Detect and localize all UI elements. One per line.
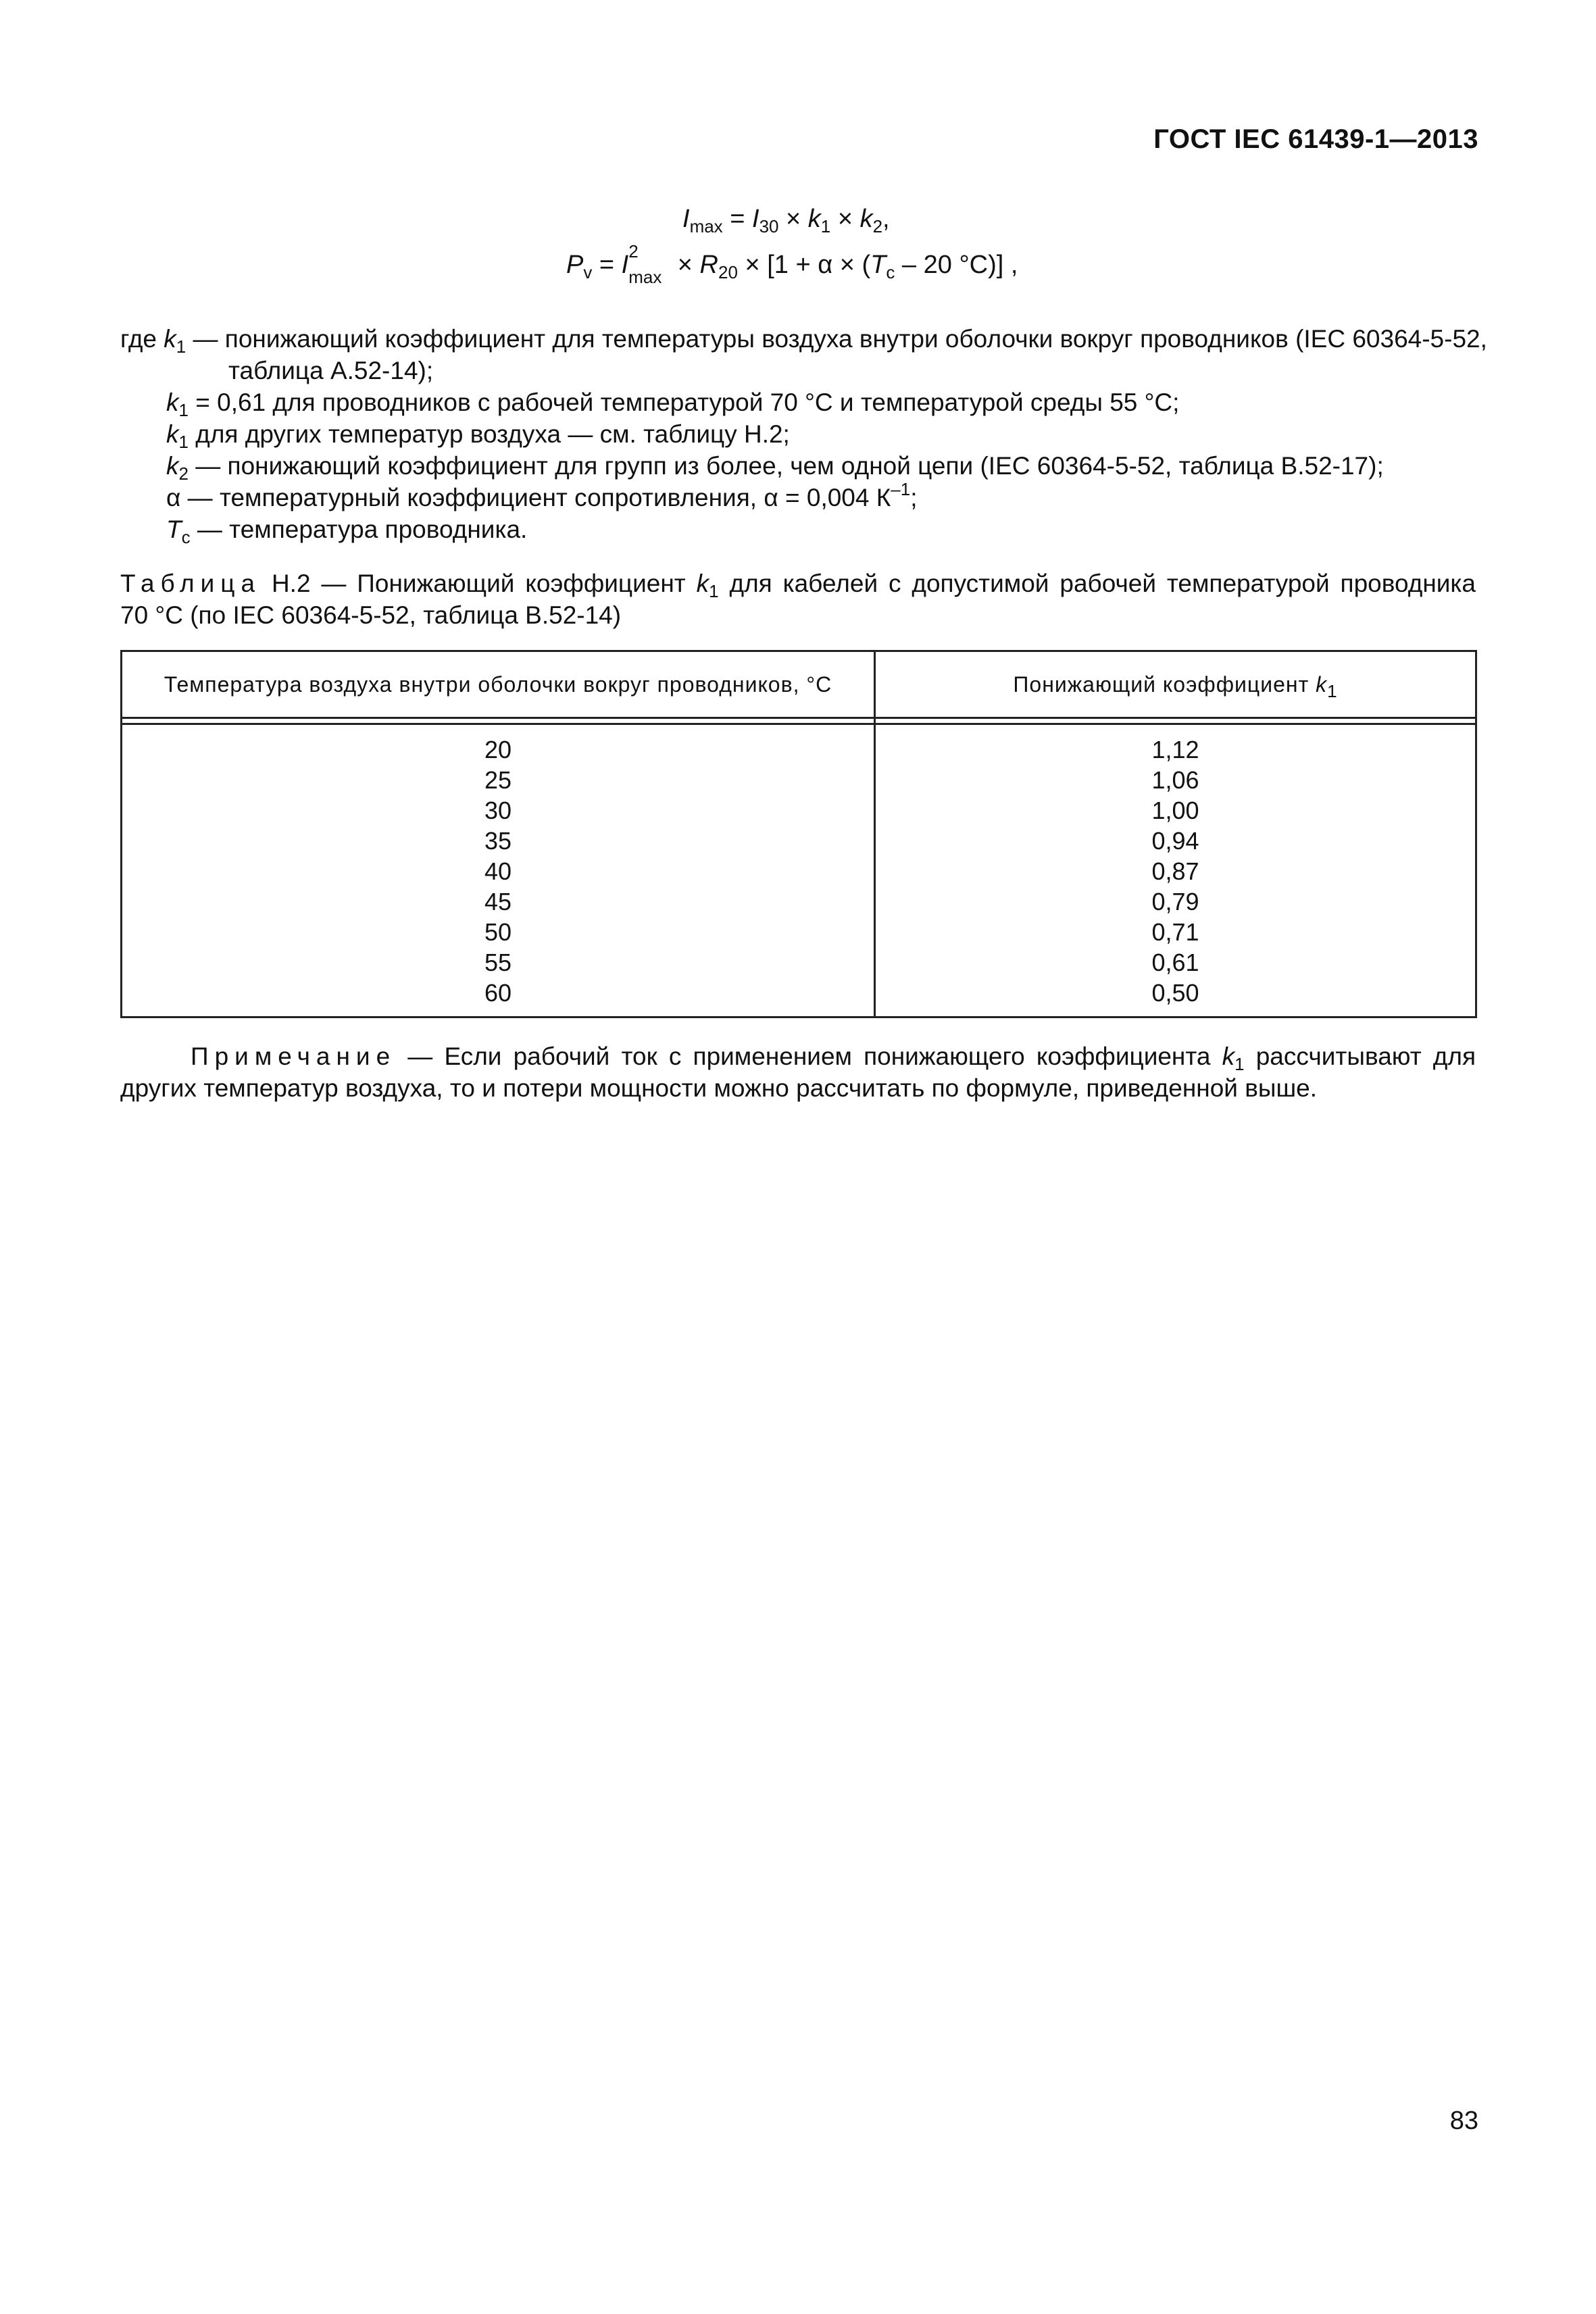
definition-symbol: k (166, 388, 179, 416)
formula-operator: × (670, 251, 700, 279)
definition-text: = 0,61 для проводников с рабочей температурой 70 °С и температурой среды 55 °С; (188, 388, 1180, 416)
table-row (122, 795, 1476, 826)
formula-punct: , (882, 205, 890, 233)
table-row (122, 947, 1476, 978)
definition-symbol: k (164, 325, 176, 353)
formula-symbol: R (699, 251, 718, 279)
definition-text: таблица А.52-14); (228, 357, 434, 384)
derating-factor-table (120, 650, 1477, 1018)
definition-subscript: 1 (176, 336, 186, 357)
formula-symbol: P (566, 251, 584, 279)
formula-symbol: T (870, 251, 887, 279)
definition-symbol: k (166, 452, 179, 480)
definition-subscript: 2 (178, 463, 189, 484)
formula-subscript: 20 (718, 262, 738, 282)
definition-text: — понижающий коэффициент для температуры воздуха внутри оболочки вокруг проводников (IEC 60364-5-52, (186, 325, 1487, 353)
temperature-cell: 60 (122, 978, 875, 1017)
column-header-temperature: Температура воздуха внутри оболочки вокруг проводников, °С (122, 651, 875, 718)
definition-text: — понижающий коэффициент для групп из более, чем одной цепи (IEC 60364-5-52, таблица В.52-17); (188, 452, 1384, 480)
definition-text: для других температур воздуха — см. таблицу Н.2; (188, 420, 790, 448)
definition-subscript: 1 (178, 432, 189, 452)
coefficient-cell: 0,61 (875, 947, 1476, 978)
temperature-cell: 55 (122, 947, 875, 978)
formula-operator: = (722, 205, 752, 233)
coefficient-cell: 1,06 (875, 765, 1476, 795)
coefficient-cell: 0,87 (875, 856, 1476, 886)
formula-subscript: 1 (820, 216, 831, 236)
formula-subscript: max (628, 267, 662, 287)
note-label: Примечание (191, 1042, 397, 1070)
temperature-cell: 20 (122, 724, 875, 765)
formula-subscript: 30 (759, 216, 779, 236)
formula-subscript: 2 (872, 216, 883, 236)
definition-line (120, 450, 1476, 482)
definition-prefix: где (120, 325, 164, 353)
formula-subscript: max (689, 216, 723, 236)
table-row (122, 886, 1476, 917)
note-line (120, 1040, 1476, 1072)
formula-tail: – 20 °C)] , (895, 251, 1018, 279)
definition-text: — температура проводника. (190, 515, 528, 543)
definition-subscript: c (181, 527, 191, 547)
definition-line (120, 323, 1487, 357)
formula-pv (566, 241, 1018, 287)
formula-symbol: k (859, 205, 873, 233)
caption-label: Таблица (120, 570, 261, 597)
formula-operator: = (592, 251, 622, 279)
note-subscript: 1 (1235, 1054, 1245, 1074)
note-text: рассчитывают для (1244, 1042, 1476, 1070)
formula-superscript: 2 (628, 241, 639, 261)
note-symbol: k (1222, 1042, 1235, 1070)
table-row (122, 917, 1476, 947)
definition-line (120, 386, 1476, 418)
separator-cell (122, 718, 875, 724)
definition-line (120, 513, 1476, 545)
caption-text: Н.2 — Понижающий коэффициент (261, 570, 697, 597)
document-code-header: ГОСТ IEC 61439-1—2013 (1153, 124, 1478, 154)
formula-symbol: I (752, 205, 759, 233)
formula-symbol: I (682, 205, 690, 233)
formula-symbol: k (807, 205, 821, 233)
table-row (122, 724, 1476, 765)
formula-subscript: c (886, 262, 895, 282)
caption-symbol: k (696, 570, 709, 597)
coefficient-cell: 1,00 (875, 795, 1476, 826)
temperature-cell: 50 (122, 917, 875, 947)
coefficient-cell: 0,50 (875, 978, 1476, 1017)
coefficient-cell: 1,12 (875, 724, 1476, 765)
page-number: 83 (1449, 2107, 1478, 2135)
note-line (120, 1072, 1476, 1104)
temperature-cell: 25 (122, 765, 875, 795)
note-text: других температур воздуха, то и потери мощности можно рассчитать по формуле, приведенной выше. (120, 1074, 1318, 1102)
formula-supsub (628, 241, 670, 287)
formula-symbol: I (621, 251, 629, 279)
table-header-row (122, 651, 1476, 718)
formula-subscript: v (583, 262, 593, 282)
definition-subscript: 1 (178, 400, 189, 420)
definition-symbol: T (166, 515, 182, 543)
caption-text: 70 °С (по IEC 60364-5-52, таблица В.52-14) (120, 601, 622, 629)
column-header-coefficient (875, 651, 1476, 718)
table-row (122, 826, 1476, 856)
definition-line (120, 479, 1476, 513)
definition-text: α — температурный коэффициент сопротивления, α = 0,004 К (166, 484, 891, 511)
separator-cell (875, 718, 1476, 724)
column-header-symbol: k (1316, 672, 1328, 697)
formula-operator: × (778, 205, 808, 233)
definition-line (120, 418, 1476, 450)
coefficient-cell: 0,79 (875, 886, 1476, 917)
table-note (120, 1040, 1476, 1104)
temperature-cell: 30 (122, 795, 875, 826)
temperature-cell: 35 (122, 826, 875, 856)
header-separator (122, 718, 1476, 724)
definition-symbol: k (166, 420, 179, 448)
formula-operator: × [1 + α × ( (737, 251, 871, 279)
caption-subscript: 1 (709, 581, 719, 601)
temperature-cell: 40 (122, 856, 875, 886)
definition-superscript: –1 (891, 479, 911, 499)
formula-imax (682, 204, 890, 234)
temperature-cell: 45 (122, 886, 875, 917)
caption-line (120, 599, 1476, 631)
table-row (122, 856, 1476, 886)
column-header-subscript: 1 (1327, 681, 1338, 701)
formula-operator: × (830, 205, 860, 233)
column-header-text: Понижающий коэффициент (1013, 672, 1316, 697)
definition-line (120, 355, 1476, 386)
caption-line (120, 568, 1476, 599)
caption-text: для кабелей с допустимой рабочей температурой проводника (718, 570, 1476, 597)
coefficient-cell: 0,94 (875, 826, 1476, 856)
definitions-block (120, 323, 1487, 547)
note-text: — Если рабочий ток с применением понижающего коэффициента (396, 1042, 1222, 1070)
definition-punct: ; (910, 484, 918, 511)
table-row (122, 978, 1476, 1017)
table-caption (120, 568, 1476, 631)
coefficient-cell: 0,71 (875, 917, 1476, 947)
table-row (122, 765, 1476, 795)
